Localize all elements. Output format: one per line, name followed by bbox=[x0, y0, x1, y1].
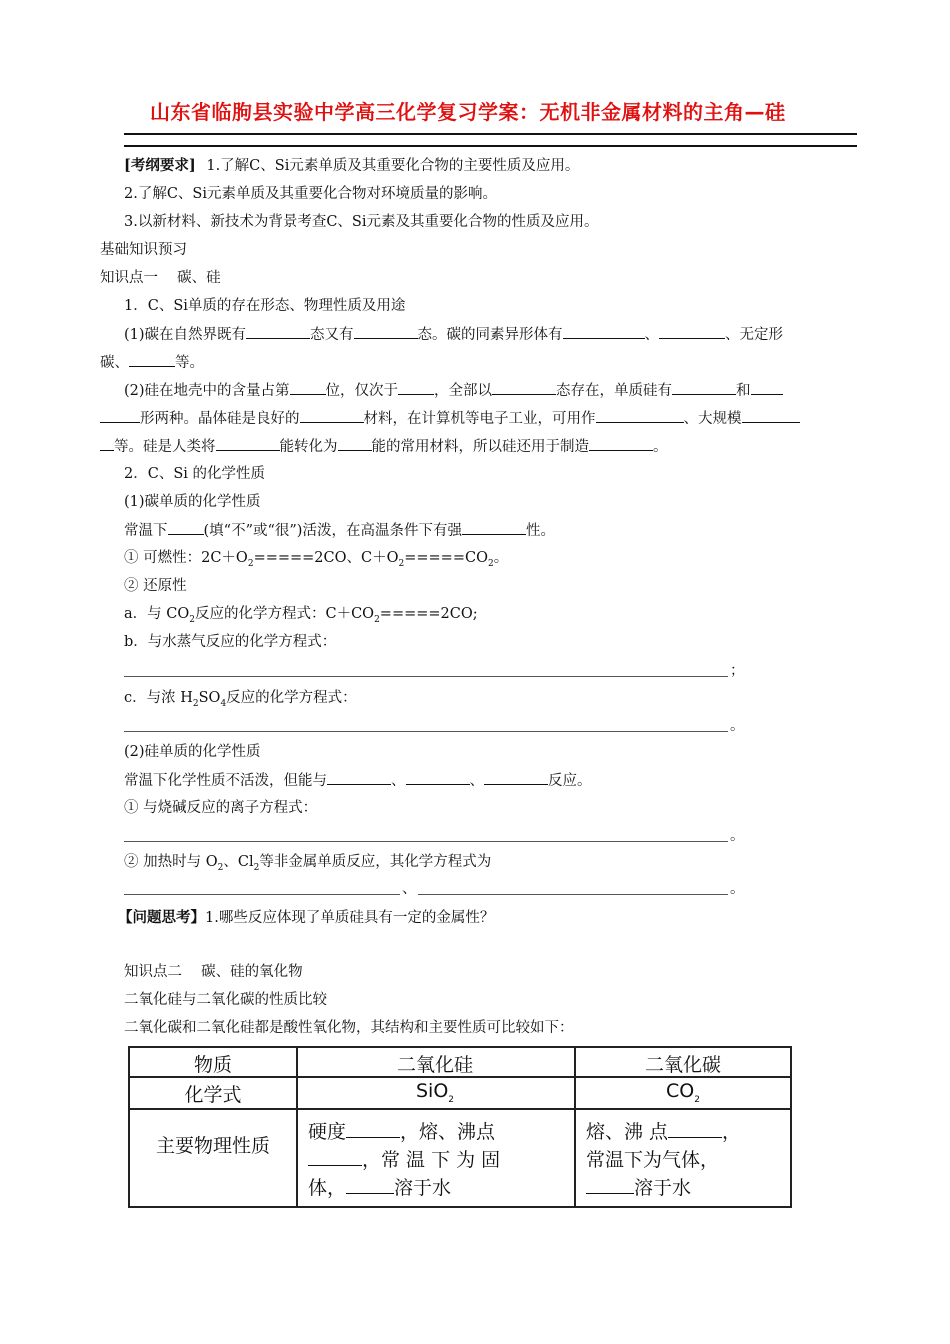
point2-heading: 知识点二 碳、硅的氧化物 bbox=[124, 964, 303, 980]
header-co2: 二氧化碳 bbox=[644, 1054, 721, 1076]
syllabus-label: [考纲要求] bbox=[124, 157, 196, 174]
sio2-formula: SiO$_2$ bbox=[415, 1080, 455, 1105]
blank[interactable] bbox=[246, 324, 310, 339]
answer-line[interactable] bbox=[124, 675, 728, 677]
period: 。 bbox=[730, 828, 745, 844]
reaction-a-line: a．与 $CO_2$反应的化学方程式：$C+CO_2=====2CO$; bbox=[124, 606, 478, 625]
blank[interactable] bbox=[751, 380, 783, 395]
co2-phys: 熔、沸 点 ， 常温下为气体， 溶于水 bbox=[586, 1121, 742, 1199]
silicon-crystal-line: 形两种。晶体硅是良好的 材料，在计算机等电子工业，可用作 、大规模 bbox=[100, 408, 800, 429]
question-text: 1.哪些反应体现了单质硅具有一定的金属性？ bbox=[205, 910, 495, 926]
syllabus-item-2: 2.了解C、Si元素单质及其重要化合物对环境质量的影响。 bbox=[124, 186, 497, 202]
silicon-naoh-label: ① 与烧碱反应的离子方程式： bbox=[124, 800, 318, 816]
blank[interactable] bbox=[586, 1179, 634, 1194]
reaction-b-label: b．与水蒸气反应的化学方程式： bbox=[124, 634, 337, 650]
row-phys-label: 主要物理性质 bbox=[155, 1135, 270, 1157]
syllabus-line-1 bbox=[124, 156, 579, 176]
blank[interactable] bbox=[290, 380, 326, 395]
period: 。 bbox=[730, 718, 745, 734]
syllabus-item-3: 3.以新材料、新技术为背景考查C、Si元素及其重要化合物的性质及应用。 bbox=[124, 214, 599, 230]
blank[interactable] bbox=[308, 1151, 362, 1166]
preview-heading: 基础知识预习 bbox=[100, 242, 187, 258]
comparison-table bbox=[128, 1046, 792, 1208]
blank[interactable] bbox=[668, 1123, 722, 1138]
blank[interactable] bbox=[462, 520, 526, 535]
blank[interactable] bbox=[100, 408, 140, 423]
blank[interactable] bbox=[398, 380, 434, 395]
answer-line[interactable] bbox=[418, 893, 728, 895]
answer-line[interactable] bbox=[124, 893, 400, 895]
section-2-heading: 2．C、Si 的化学性质 bbox=[124, 466, 265, 482]
carbon-existence-line: (1)碳在自然界既有 态又有 态。碳的同素异形体有 、 、无定形 bbox=[124, 324, 783, 345]
carbon-activity-line: 常温下 (填“不”或“很”)活泼，在高温条件下有强 性。 bbox=[124, 520, 555, 541]
blank[interactable] bbox=[406, 770, 470, 785]
silicon-energy-line: 等。硅是人类将 能转化为 能的常用材料，所以硅还用于制造 。 bbox=[100, 436, 668, 457]
separator: 、 bbox=[402, 881, 417, 897]
silicon-reactivity-line: 常温下化学性质不活泼，但能与 、 、 反应。 bbox=[124, 770, 592, 791]
question-label: 【问题思考】 bbox=[118, 909, 205, 926]
carbon-allotrope-line: 碳、 等。 bbox=[100, 352, 204, 373]
blank[interactable] bbox=[216, 436, 280, 451]
blank[interactable] bbox=[346, 1123, 400, 1138]
silicon-heat-label: ② 加热时与 $O_2$、$Cl_2$等非金属单质反应，其化学方程式为 bbox=[124, 854, 492, 873]
period: 。 bbox=[730, 881, 745, 897]
blank[interactable] bbox=[338, 436, 372, 451]
semicolon: ； bbox=[730, 663, 745, 679]
carbon-chem-heading: (1)碳单质的化学性质 bbox=[124, 494, 261, 510]
question-line bbox=[118, 908, 494, 928]
blank[interactable] bbox=[100, 436, 114, 451]
silicon-chem-heading: (2)硅单质的化学性质 bbox=[124, 744, 261, 760]
page-title: 山东省临朐县实验中学高三化学复习学案：无机非金属材料的主角—硅 bbox=[150, 100, 786, 124]
co2-formula: $CO_2$ bbox=[666, 1080, 700, 1105]
section-1-heading: 1．C、Si单质的存在形态、物理性质及用途 bbox=[124, 298, 406, 314]
blank[interactable] bbox=[484, 770, 548, 785]
title-divider bbox=[124, 133, 857, 147]
blank[interactable] bbox=[129, 352, 175, 367]
header-substance: 物质 bbox=[193, 1054, 232, 1076]
point2-line-2: 二氧化碳和二氧化硅都是酸性氧化物，其结构和主要性质可比较如下： bbox=[124, 1020, 574, 1036]
header-sio2: 二氧化硅 bbox=[396, 1054, 473, 1076]
answer-line[interactable] bbox=[124, 840, 728, 842]
answer-line[interactable] bbox=[124, 730, 728, 732]
blank[interactable] bbox=[742, 408, 800, 423]
combustion-line: ① 可燃性：$2C+O_2=====2CO$、$C+O_2=====CO_2$。 bbox=[124, 550, 509, 569]
blank[interactable] bbox=[354, 324, 418, 339]
reducibility-heading: ② 还原性 bbox=[124, 578, 187, 594]
sio2-phys: 硬度 ，熔、沸点 ，常 温 下 为 固 体， 溶于水 bbox=[308, 1121, 501, 1199]
blank[interactable] bbox=[659, 324, 725, 339]
blank[interactable] bbox=[589, 436, 653, 451]
silicon-abundance-line: (2)硅在地壳中的含量占第 位，仅次于 ，全部以 态存在，单质硅有 和 bbox=[124, 380, 783, 401]
blank[interactable] bbox=[300, 408, 364, 423]
point2-line-1: 二氧化硅与二氧化碳的性质比较 bbox=[124, 992, 327, 1008]
blank[interactable] bbox=[492, 380, 556, 395]
blank[interactable] bbox=[563, 324, 645, 339]
blank[interactable] bbox=[327, 770, 391, 785]
syllabus-item-1: 1.了解C、Si元素单质及其重要化合物的主要性质及应用。 bbox=[206, 158, 580, 174]
row-formula-label: 化学式 bbox=[184, 1084, 242, 1106]
blank[interactable] bbox=[596, 408, 684, 423]
blank[interactable] bbox=[168, 520, 204, 535]
blank[interactable] bbox=[672, 380, 736, 395]
reaction-c-label: c．与浓 $H_2SO_4$反应的化学方程式： bbox=[124, 690, 357, 709]
blank[interactable] bbox=[346, 1179, 394, 1194]
point1-heading: 知识点一 碳、硅 bbox=[100, 270, 221, 286]
